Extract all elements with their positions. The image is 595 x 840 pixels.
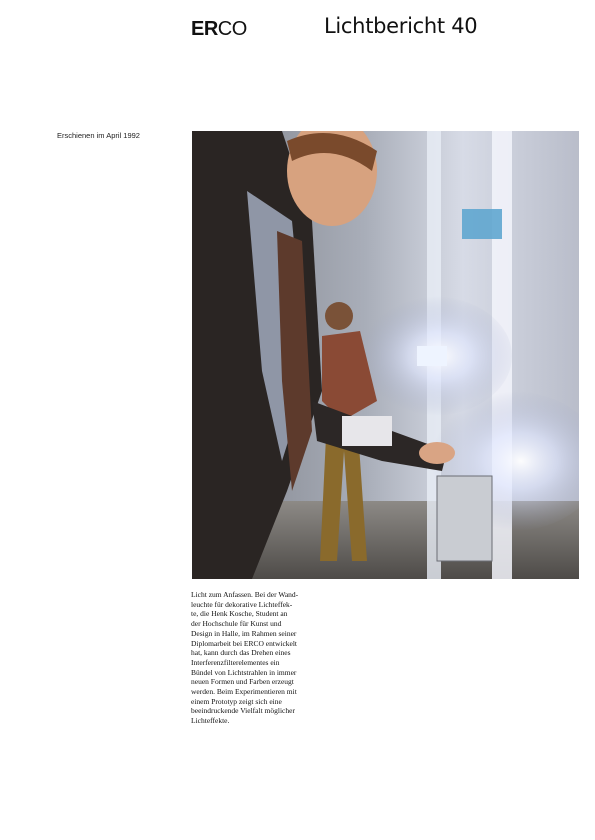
publication-date: Erschienen im April 1992: [57, 131, 140, 140]
caption-line: neuen Formen und Farben erzeugt: [191, 677, 294, 687]
caption-line: Lichteffekte.: [191, 716, 230, 726]
caption-line: einem Prototyp zeigt sich eine: [191, 696, 282, 706]
photo-scene-icon: [192, 131, 579, 579]
erco-logo: [191, 18, 247, 41]
photo-caption: [191, 590, 319, 726]
caption-line: Design in Halle, im Rahmen seiner: [191, 628, 297, 638]
page-title: Lichtbericht 40: [324, 14, 478, 38]
caption-line: Diplomarbeit bei ERCO entwickelt: [191, 638, 298, 648]
caption-line: hat, kann durch das Drehen eines: [191, 648, 291, 658]
caption-line: te, die Henk Kosche, Student an: [191, 609, 288, 619]
caption-line: beeindruckende Vielfalt möglicher: [191, 706, 295, 716]
caption-line: Licht zum Anfassen. Bei der Wand-: [191, 590, 299, 599]
caption-line: Interferenzfilterelementes ein: [191, 657, 280, 667]
caption-line: Bündel von Lichtstrahlen in immer: [191, 667, 297, 677]
photo: [192, 131, 579, 579]
logo-part-er: ER: [191, 18, 218, 40]
logo-part-co: CO: [217, 18, 247, 40]
caption-line: werden. Beim Experimentieren mit: [191, 687, 297, 697]
caption-line: leuchte für dekorative Lichteffek-: [191, 599, 293, 609]
caption-line: der Hochschule für Kunst und: [191, 619, 282, 629]
